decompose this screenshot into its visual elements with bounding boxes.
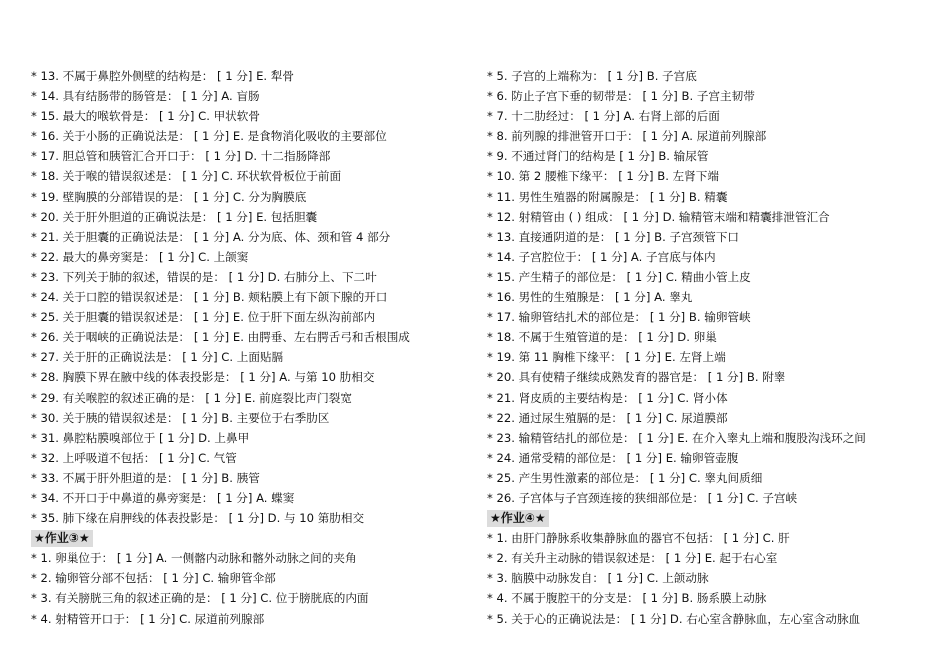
right-column bbox=[487, 66, 927, 629]
question-answer-line: * 4. 射精管开口于： [ 1 分] C. 尿道前列腺部 bbox=[31, 611, 265, 626]
question-answer-line: * 12. 射精管由 ( ) 组成： [ 1 分] D. 输精管末端和精囊排泄管汇合 bbox=[487, 209, 830, 224]
question-answer-line: * 2. 输卵管分部不包括： [ 1 分] C. 输卵管伞部 bbox=[31, 571, 276, 586]
question-answer-line: * 35. 肺下缘在肩胛线的体表投影是： [ 1 分] D. 与 10 第肋相交 bbox=[31, 511, 365, 526]
question-answer-line: * 15. 产生精子的部位是： [ 1 分] C. 精曲小管上皮 bbox=[487, 269, 751, 284]
question-answer-line: * 21. 肾皮质的主要结构是： [ 1 分] C. 肾小体 bbox=[487, 390, 728, 405]
question-answer-line: * 6. 防止子宫下垂的韧带是： [ 1 分] B. 子宫主韧带 bbox=[487, 89, 755, 104]
question-answer-line: * 9. 不通过肾门的结构是 [ 1 分] B. 输尿管 bbox=[487, 149, 709, 164]
section-heading: ★作业④★ bbox=[487, 510, 549, 527]
question-answer-line: * 13. 不属于鼻腔外侧壁的结构是： [ 1 分] E. 犁骨 bbox=[31, 69, 294, 83]
question-answer-line: * 10. 第 2 腰椎下缘平： [ 1 分] B. 左肾下端 bbox=[487, 169, 719, 184]
question-answer-line: * 27. 关于肝的正确说法是： [ 1 分] C. 上面贴膈 bbox=[31, 350, 284, 365]
question-answer-line: * 28. 胸膜下界在腋中线的体表投影是： [ 1 分] A. 与第 10 肋相交 bbox=[31, 370, 375, 385]
question-answer-line: * 18. 关于喉的错误叙述是： [ 1 分] C. 环状软骨板位于前面 bbox=[31, 169, 342, 184]
question-answer-line: * 19. 壁胸膜的分部错误的是： [ 1 分] C. 分为胸膜底 bbox=[31, 189, 307, 204]
question-answer-line: * 8. 前列腺的排泄管开口于： [ 1 分] A. 尿道前列腺部 bbox=[487, 129, 767, 144]
question-answer-line: * 19. 第 11 胸椎下缘平： [ 1 分] E. 左肾上端 bbox=[487, 350, 726, 365]
question-answer-line: * 33. 不属于肝外胆道的是： [ 1 分] B. 胰管 bbox=[31, 470, 260, 485]
question-answer-line: * 3. 脑膜中动脉发自： [ 1 分] C. 上颌动脉 bbox=[487, 571, 709, 586]
question-answer-line: * 17. 输卵管结扎术的部位是： [ 1 分] B. 输卵管峡 bbox=[487, 310, 751, 325]
question-answer-line: * 13. 直接通阴道的是： [ 1 分] B. 子宫颈管下口 bbox=[487, 229, 740, 244]
question-answer-line: * 2. 有关升主动脉的错误叙述是： [ 1 分] E. 起于右心室 bbox=[487, 551, 778, 566]
question-answer-line: * 7. 十二肋经过： [ 1 分] A. 右肾上部的后面 bbox=[487, 109, 720, 124]
question-answer-line: * 15. 最大的喉软骨是： [ 1 分] C. 甲状软骨 bbox=[31, 109, 260, 124]
question-answer-line: * 24. 关于口腔的错误叙述是： [ 1 分] B. 颊粘膜上有下颌下腺的开口 bbox=[31, 290, 388, 305]
question-answer-line: * 30. 关于胰的错误叙述是： [ 1 分] B. 主要位于右季肋区 bbox=[31, 410, 330, 425]
question-answer-line: * 26. 关于咽峡的正确说法是： [ 1 分] E. 由腭垂、左右腭舌弓和舌根围成 bbox=[31, 330, 410, 345]
question-answer-line: * 1. 卵巢位于： [ 1 分] A. 一侧髂内动脉和髂外动脉之间的夹角 bbox=[31, 551, 357, 566]
question-answer-line: * 5. 子宫的上端称为： [ 1 分] B. 子宫底 bbox=[487, 69, 697, 83]
question-answer-line: * 23. 输精管结扎的部位是： [ 1 分] E. 在介入睾丸上端和腹股沟浅环之间 bbox=[487, 430, 866, 445]
question-answer-line: * 31. 鼻腔粘膜嗅部位于 [ 1 分] D. 上鼻甲 bbox=[31, 430, 250, 445]
question-answer-line: * 11. 男性生殖器的附属腺是： [ 1 分] B. 精囊 bbox=[487, 189, 728, 204]
question-answer-line: * 23. 下列关于肺的叙述，错误的是： [ 1 分] D. 右肺分上、下二叶 bbox=[31, 269, 377, 284]
question-answer-line: * 24. 通常受精的部位是： [ 1 分] E. 输卵管壶腹 bbox=[487, 450, 739, 465]
question-answer-line: * 25. 关于胆囊的错误叙述是： [ 1 分] E. 位于肝下面左纵沟前部内 bbox=[31, 310, 376, 325]
question-answer-line: * 20. 关于肝外胆道的正确说法是： [ 1 分] E. 包括胆囊 bbox=[31, 209, 318, 224]
section-heading: ★作业③★ bbox=[31, 530, 93, 547]
question-answer-line: * 14. 具有结肠带的肠管是： [ 1 分] A. 盲肠 bbox=[31, 89, 260, 104]
question-answer-line: * 5. 关于心的正确说法是： [ 1 分] D. 右心室含静脉血，左心室含动脉血 bbox=[487, 611, 861, 626]
question-answer-line: * 17. 胆总管和胰管汇合开口于： [ 1 分] D. 十二指肠降部 bbox=[31, 149, 331, 164]
left-column bbox=[31, 66, 479, 629]
question-answer-line: * 26. 子宫体与子宫颈连接的狭细部位是： [ 1 分] C. 子宫峡 bbox=[487, 490, 798, 505]
question-answer-line: * 16. 男性的生殖腺是： [ 1 分] A. 睾丸 bbox=[487, 290, 693, 305]
question-answer-line: * 16. 关于小肠的正确说法是： [ 1 分] E. 是食物消化吸收的主要部位 bbox=[31, 129, 387, 144]
section-heading-row bbox=[487, 508, 927, 528]
question-answer-line: * 32. 上呼吸道不包括： [ 1 分] C. 气管 bbox=[31, 450, 237, 465]
question-answer-line: * 22. 最大的鼻旁窦是： [ 1 分] C. 上颌窦 bbox=[31, 249, 249, 264]
question-answer-line: * 25. 产生男性激素的部位是： [ 1 分] C. 睾丸间质细 bbox=[487, 470, 763, 485]
question-answer-line: * 22. 通过尿生殖膈的是： [ 1 分] C. 尿道膜部 bbox=[487, 410, 728, 425]
question-answer-line: * 4. 不属于腹腔干的分支是： [ 1 分] B. 肠系膜上动脉 bbox=[487, 591, 767, 606]
question-answer-line: * 1. 由肝门静脉系收集静脉血的器官不包括： [ 1 分] C. 肝 bbox=[487, 531, 790, 546]
question-answer-line: * 29. 有关喉腔的叙述正确的是： [ 1 分] E. 前庭裂比声门裂宽 bbox=[31, 390, 352, 405]
question-answer-line: * 14. 子宫腔位于： [ 1 分] A. 子宫底与体内 bbox=[487, 249, 716, 264]
question-answer-line: * 21. 关于胆囊的正确说法是： [ 1 分] A. 分为底、体、颈和管 4 部分 bbox=[31, 229, 391, 244]
question-answer-line: * 20. 具有使精子继续成熟发育的器官是： [ 1 分] B. 附睾 bbox=[487, 370, 786, 385]
section-heading-row bbox=[31, 528, 479, 548]
question-answer-line: * 34. 不开口于中鼻道的鼻旁窦是： [ 1 分] A. 蝶窦 bbox=[31, 490, 295, 505]
question-answer-line: * 3. 有关膀胱三角的叙述正确的是： [ 1 分] C. 位于膀胱底的内面 bbox=[31, 591, 369, 606]
question-answer-line: * 18. 不属于生殖管道的是： [ 1 分] D. 卵巢 bbox=[487, 330, 717, 345]
